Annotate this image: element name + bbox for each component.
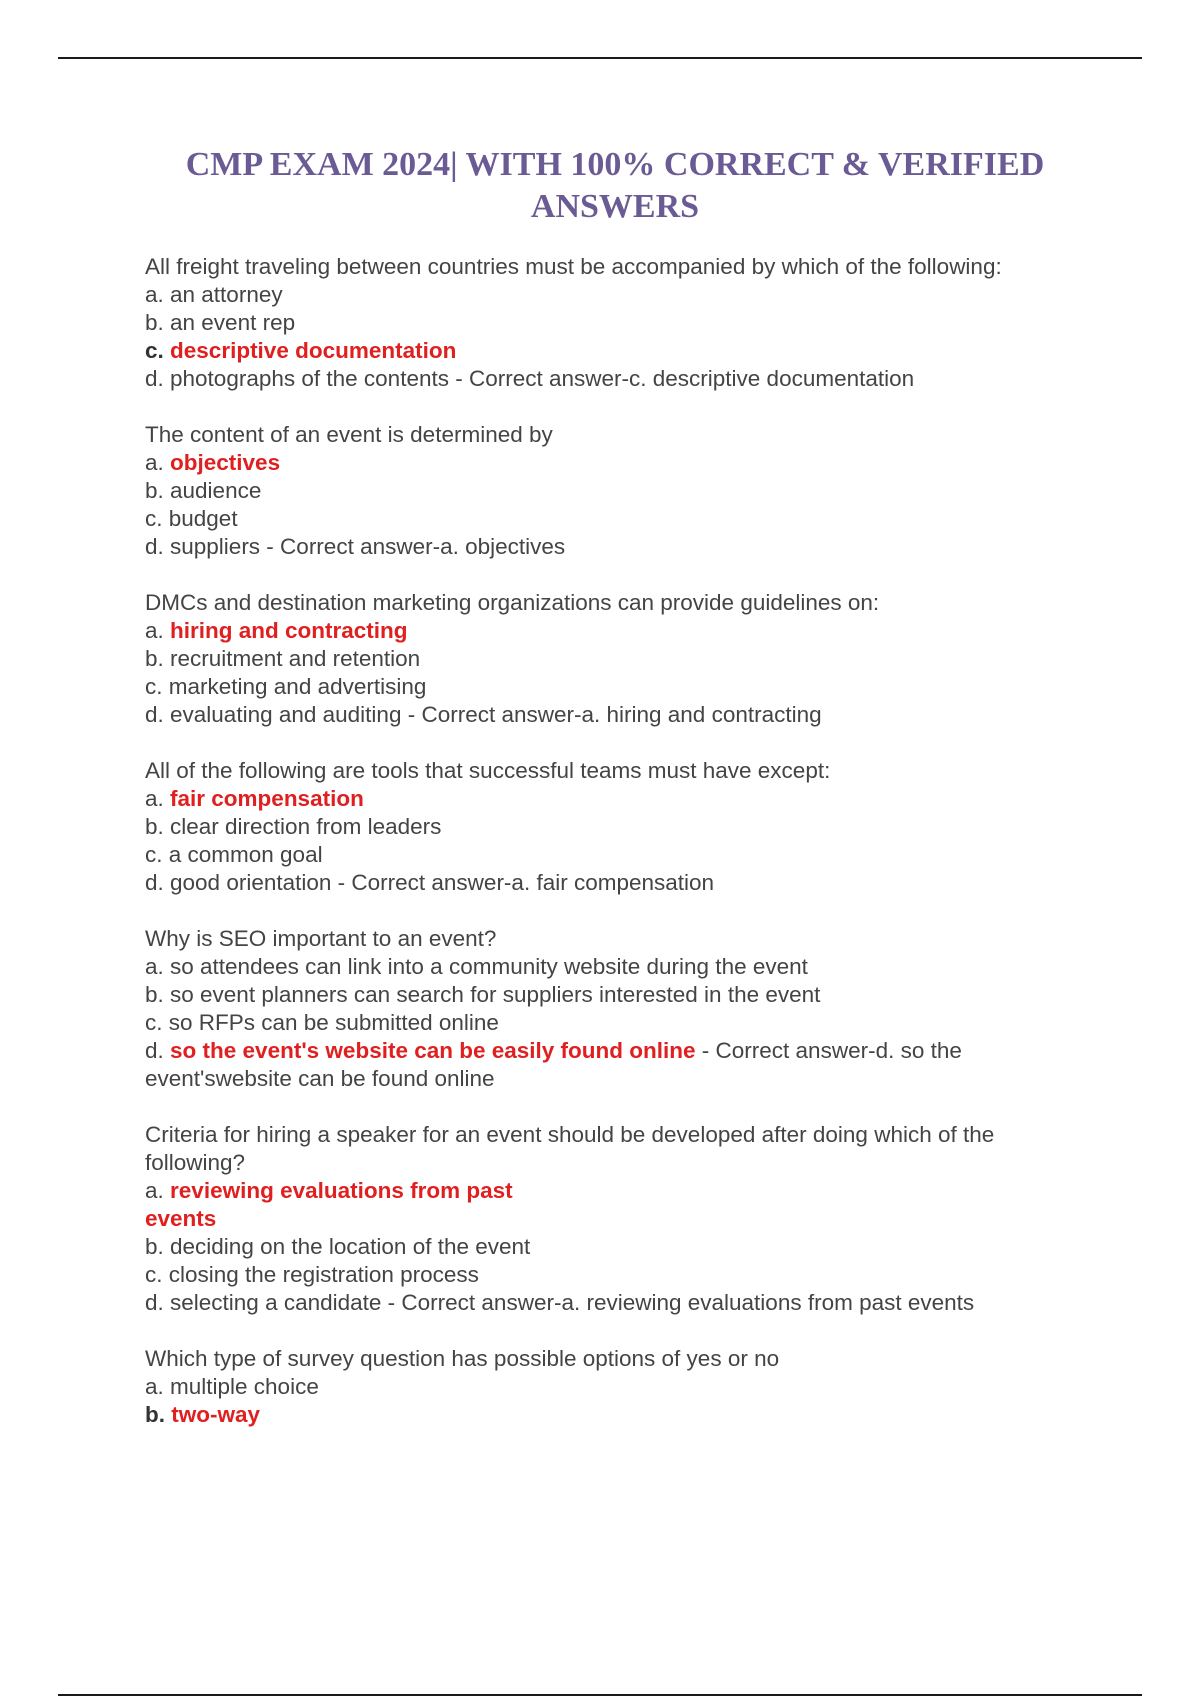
option-b: b. audience	[145, 478, 262, 503]
option-a: a. an attorney	[145, 282, 283, 307]
option-prefix: a.	[145, 450, 171, 475]
bottom-rule	[58, 1694, 1142, 1696]
question-6	[145, 1121, 1085, 1317]
correct-answer-highlight: hiring and contracting	[170, 618, 408, 643]
question-text: The content of an event is determined by	[145, 422, 553, 447]
title-line-1: CMP EXAM 2024| WITH 100% CORRECT & VERIFIED	[185, 146, 1045, 183]
option-prefix: a.	[145, 618, 171, 643]
option-c: c. budget	[145, 506, 238, 531]
correct-answer-highlight: two-way	[171, 1402, 261, 1427]
option-b: b. clear direction from leaders	[145, 814, 442, 839]
option-b: b. so event planners can search for suppliers interested in the event	[145, 982, 821, 1007]
option-prefix: a.	[145, 786, 171, 811]
option-c	[145, 337, 1085, 365]
option-a: a. multiple choice	[145, 1374, 319, 1399]
correct-answer-highlight: objectives	[170, 450, 281, 475]
question-4	[145, 757, 1085, 897]
question-text: Which type of survey question has possible options of yes or no	[145, 1346, 780, 1371]
option-prefix: c.	[145, 338, 171, 363]
question-text: Why is SEO important to an event?	[145, 926, 497, 951]
title-line-2: ANSWERS	[530, 188, 700, 225]
option-d: d. good orientation - Correct answer-a. fair compensation	[145, 870, 715, 895]
option-b: b. deciding on the location of the event	[145, 1234, 531, 1259]
option-c: c. a common goal	[145, 842, 323, 867]
option-prefix: b.	[145, 1402, 172, 1427]
option-a	[145, 1177, 1085, 1205]
question-7	[145, 1345, 1085, 1429]
correct-answer-highlight: so the event's website can be easily found online	[170, 1038, 696, 1063]
correct-answer-highlight: fair compensation	[170, 786, 364, 811]
option-a	[145, 617, 1085, 645]
option-d: d. photographs of the contents - Correct answer-c. descriptive documentation	[145, 366, 915, 391]
option-b: b. an event rep	[145, 310, 296, 335]
question-3	[145, 589, 1085, 729]
option-d: d. suppliers - Correct answer-a. objectives	[145, 534, 566, 559]
option-c: c. so RFPs can be submitted online	[145, 1010, 499, 1035]
question-list	[145, 253, 1085, 1457]
question-2	[145, 421, 1085, 561]
correct-answer-highlight: reviewing evaluations from past	[170, 1178, 513, 1203]
option-d	[145, 1037, 1085, 1093]
question-1	[145, 253, 1085, 393]
option-a	[145, 785, 1085, 813]
top-rule	[58, 57, 1142, 59]
question-text: DMCs and destination marketing organizations can provide guidelines on:	[145, 590, 880, 615]
question-5	[145, 925, 1085, 1093]
option-b: b. recruitment and retention	[145, 646, 421, 671]
question-text: All of the following are tools that successful teams must have except:	[145, 758, 831, 783]
option-a: a. so attendees can link into a community website during the event	[145, 954, 808, 979]
option-d: d. selecting a candidate - Correct answer-a. reviewing evaluations from past events	[145, 1290, 975, 1315]
option-suffix: - Correct answer-d. so the event'swebsite can be found online	[145, 1038, 962, 1091]
option-c: c. marketing and advertising	[145, 674, 427, 699]
option-d: d. evaluating and auditing - Correct answer-a. hiring and contracting	[145, 702, 822, 727]
page-title	[100, 144, 1130, 228]
option-prefix: d.	[145, 1038, 171, 1063]
correct-answer-highlight: descriptive documentation	[170, 338, 457, 363]
option-a	[145, 449, 1085, 477]
correct-answer-highlight-continued: events	[145, 1206, 217, 1231]
option-c: c. closing the registration process	[145, 1262, 479, 1287]
option-prefix: a.	[145, 1178, 171, 1203]
question-text: Criteria for hiring a speaker for an event should be developed after doing which of the following?	[145, 1122, 995, 1175]
question-text: All freight traveling between countries must be accompanied by which of the following:	[145, 254, 1002, 279]
option-b	[145, 1401, 1085, 1429]
